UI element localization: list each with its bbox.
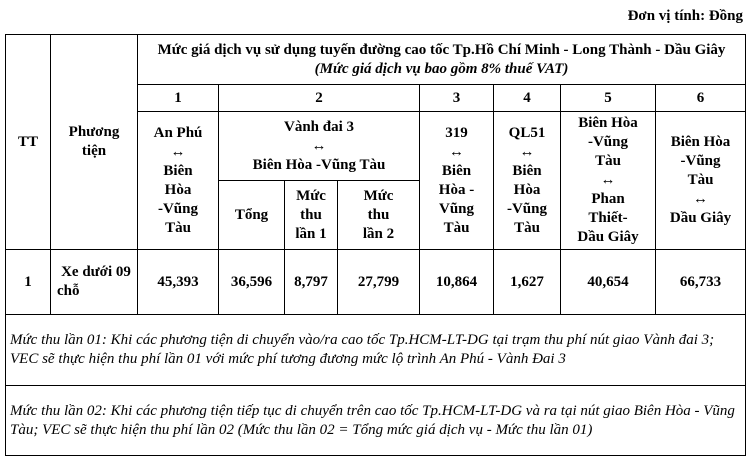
value-dau-giay: 66,733 (656, 250, 746, 315)
table-title (138, 35, 746, 85)
col-number-3: 3 (420, 85, 494, 112)
tt-header: TT (6, 35, 51, 250)
vehicle-header: Phương tiện (51, 35, 138, 250)
sub-header-total: Tổng (219, 181, 285, 250)
title-vat-note: (Mức giá dịch vụ bao gồm 8% thuế VAT) (314, 60, 569, 77)
value-vd3-fee-2: 27,799 (338, 250, 420, 315)
value-vd3-fee-1: 8,797 (285, 250, 338, 315)
value-ql51: 1,627 (494, 250, 561, 315)
col-number-2: 2 (219, 85, 420, 112)
sub-header-fee-1: Mức thu lần 1 (285, 181, 338, 250)
route-ql51: QL51 ↔ Biên Hòa -Vũng Tàu (494, 112, 561, 250)
value-vd3-total: 36,596 (219, 250, 285, 315)
note-fee-2: Mức thu lần 02: Khi các phương tiện tiếp tục di chuyển trên cao tốc Tp.HCM-LT-DG và ra tại nút giao Biên Hòa - Vũng Tàu; VEC sẽ thực hiện thu phí lần 02 (Mức thu lần 02 = Tổng mức giá dịch vụ - Mức thu lần 01) (6, 386, 746, 456)
row-vehicle: Xe dưới 09 chỗ (51, 250, 138, 315)
value-an-phu: 45,393 (138, 250, 219, 315)
value-319: 10,864 (420, 250, 494, 315)
header-row (6, 35, 746, 85)
note-fee-1: Mức thu lần 01: Khi các phương tiện di chuyển vào/ra cao tốc Tp.HCM-LT-DG tại trạm thu phí nút giao Vành đai 3; VEC sẽ thực hiện thu phí lần 01 với mức phí tương đương mức lộ trình An Phú - Vành Đai 3 (6, 315, 746, 386)
note-row-2 (6, 386, 746, 456)
note-row-1 (6, 315, 746, 386)
route-an-phu: An Phú ↔ Biên Hòa -Vũng Tàu (138, 112, 219, 250)
route-dau-giay: Biên Hòa -Vũng Tàu ↔ Dầu Giây (656, 112, 746, 250)
route-vanh-dai-3: Vành đai 3 ↔ Biên Hòa -Vũng Tàu (219, 112, 420, 181)
col-number-1: 1 (138, 85, 219, 112)
route-phan-thiet: Biên Hòa -Vũng Tàu ↔ Phan Thiết- Dầu Giây (561, 112, 656, 250)
col-number-5: 5 (561, 85, 656, 112)
route-319: 319 ↔ Biên Hòa - Vũng Tàu (420, 112, 494, 250)
toll-fee-table (5, 34, 746, 456)
col-number-6: 6 (656, 85, 746, 112)
sub-header-fee-2: Mức thu lần 2 (338, 181, 420, 250)
unit-label: Đơn vị tính: Đồng (627, 8, 743, 24)
col-number-4: 4 (494, 85, 561, 112)
table-row (6, 250, 746, 315)
value-phan-thiet: 40,654 (561, 250, 656, 315)
title-main: Mức giá dịch vụ sử dụng tuyến đường cao tốc Tp.Hồ Chí Minh - Long Thành - Dầu Giây (157, 41, 726, 58)
row-tt: 1 (6, 250, 51, 315)
